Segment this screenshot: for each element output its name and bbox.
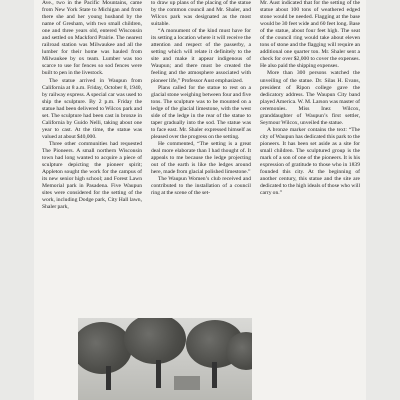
tree-trunk [106, 366, 111, 390]
statue-pedestal [174, 376, 200, 390]
paragraph: Ave., two in the Pacific Mountains, came from New York State to Michigan and from there she and her young husband by the name of Gresham, with two small children, one and three years old, entered Wisconsin and settled on Mackford Prairie. The nearest railroad station was Milwaukee and all the lumber for their home was hauled from Milwaukee by ox team. Lumber was too scarce to use for fences so sod fences were built to pen in the livestock. [42, 0, 142, 77]
paragraph: to draw up plans of the placing of the statue by the common council and Mr. Shaler, and Wilcox park was designated as the most suitable. [151, 0, 251, 28]
tree-trunk [156, 360, 161, 388]
article-column-3 [260, 0, 360, 197]
tree-left [78, 322, 132, 374]
tree-trunk [212, 362, 217, 388]
paragraph: Plans called for the statue to rest on a glacial stone weighing between four and five tons. The sculpture was to be mounted on a ledge of the glacial limestone, with the west side of the ledge in the rear of the statue to taper gradually into the sod. The statue was to face east. Mr. Shaler expressed himself as pleased over the progress on the setting. [151, 84, 251, 140]
paragraph: Mr. Aust indicated that for the setting of the statue about 100 tons of weathered edged stone would be needed. Flagging at the base would be 30 feet wide and 60 feet long. Base of the statue, about four feet high. The seat of the council ring would take about eleven tons of stone and the flagging will require an additional one quarter ton. Mr. Shaler sent a check for over $2,000 to cover the expenses. He also paid the shipping expenses. [260, 0, 360, 70]
paragraph: The statue arrived in Waupun from California at 8 a.m. Friday, October 8, 1940, by railway express. A special car was used to ship the sculpture. By 2 p.m. Friday the statue had been delivered to Wilcox park and set. The sculpture had been cast in bronze in California by Guido Nelli, taking about one year to cast. At the time, the statue was valued at about $40,000. [42, 77, 142, 140]
tree-center [124, 318, 186, 364]
article-column-1 [42, 0, 142, 211]
newspaper-page [34, 0, 366, 400]
paragraph: More than 300 persons watched the unveiling of the statue. Dr. Silas H. Evans, president of Ripon college gave the dedicatory address. The Waupun City band played America. W. M. Larson was master of ceremonies. Miss Inez Wilcox, granddaughter of Waupun’s first settler, Seymour Wilcox, unveiled the statue. [260, 70, 360, 126]
paragraph: Three other communities had requested The Pioneers. A small northern Wisconsin town had long wanted to acquire a piece of sculpture depicting the pioneer spirit; Appleton sought the work for the campus of its new senior high school; and Forest Lawn Memorial park in Pasadena. Five Waupun sites were considered for the setting of the work, including Dodge park, City Hall lawn, Shaler park, [42, 140, 142, 211]
paragraph: The Waupun Women’s club received and contributed to the installation of a council ring at the scene of the set- [151, 176, 251, 197]
park-statue-photo [78, 318, 252, 400]
paragraph: “A monument of the kind must have for its setting a location where it will receive the attention and respect of the passerby, a setting which will relate it definitely to the site and make it appear indigenous of Waupun; and there must be created the feeling and the atmosphere associated with pioneer life,” Professor Aust emphasized. [151, 28, 251, 84]
article-column-2 [151, 0, 251, 197]
paragraph: A bronze marker contains the text: “The city of Waupun has dedicated this park to the pioneers. It has been set aside as a site for small children. The sculptured group is the mark of a son of one of the pioneers. It is his expression of gratitude to those who in 1839 founded this city. At the beginning of another century, this statue and the site are dedicated to the high ideals of those who will carry on.” [260, 126, 360, 197]
paragraph: He commented, “The setting is a great deal more elaborate than I had thought of. It appeals to me because the ledge projecting out of the earth is like the ledges around here, made from glacial polished limestone.” [151, 140, 251, 176]
